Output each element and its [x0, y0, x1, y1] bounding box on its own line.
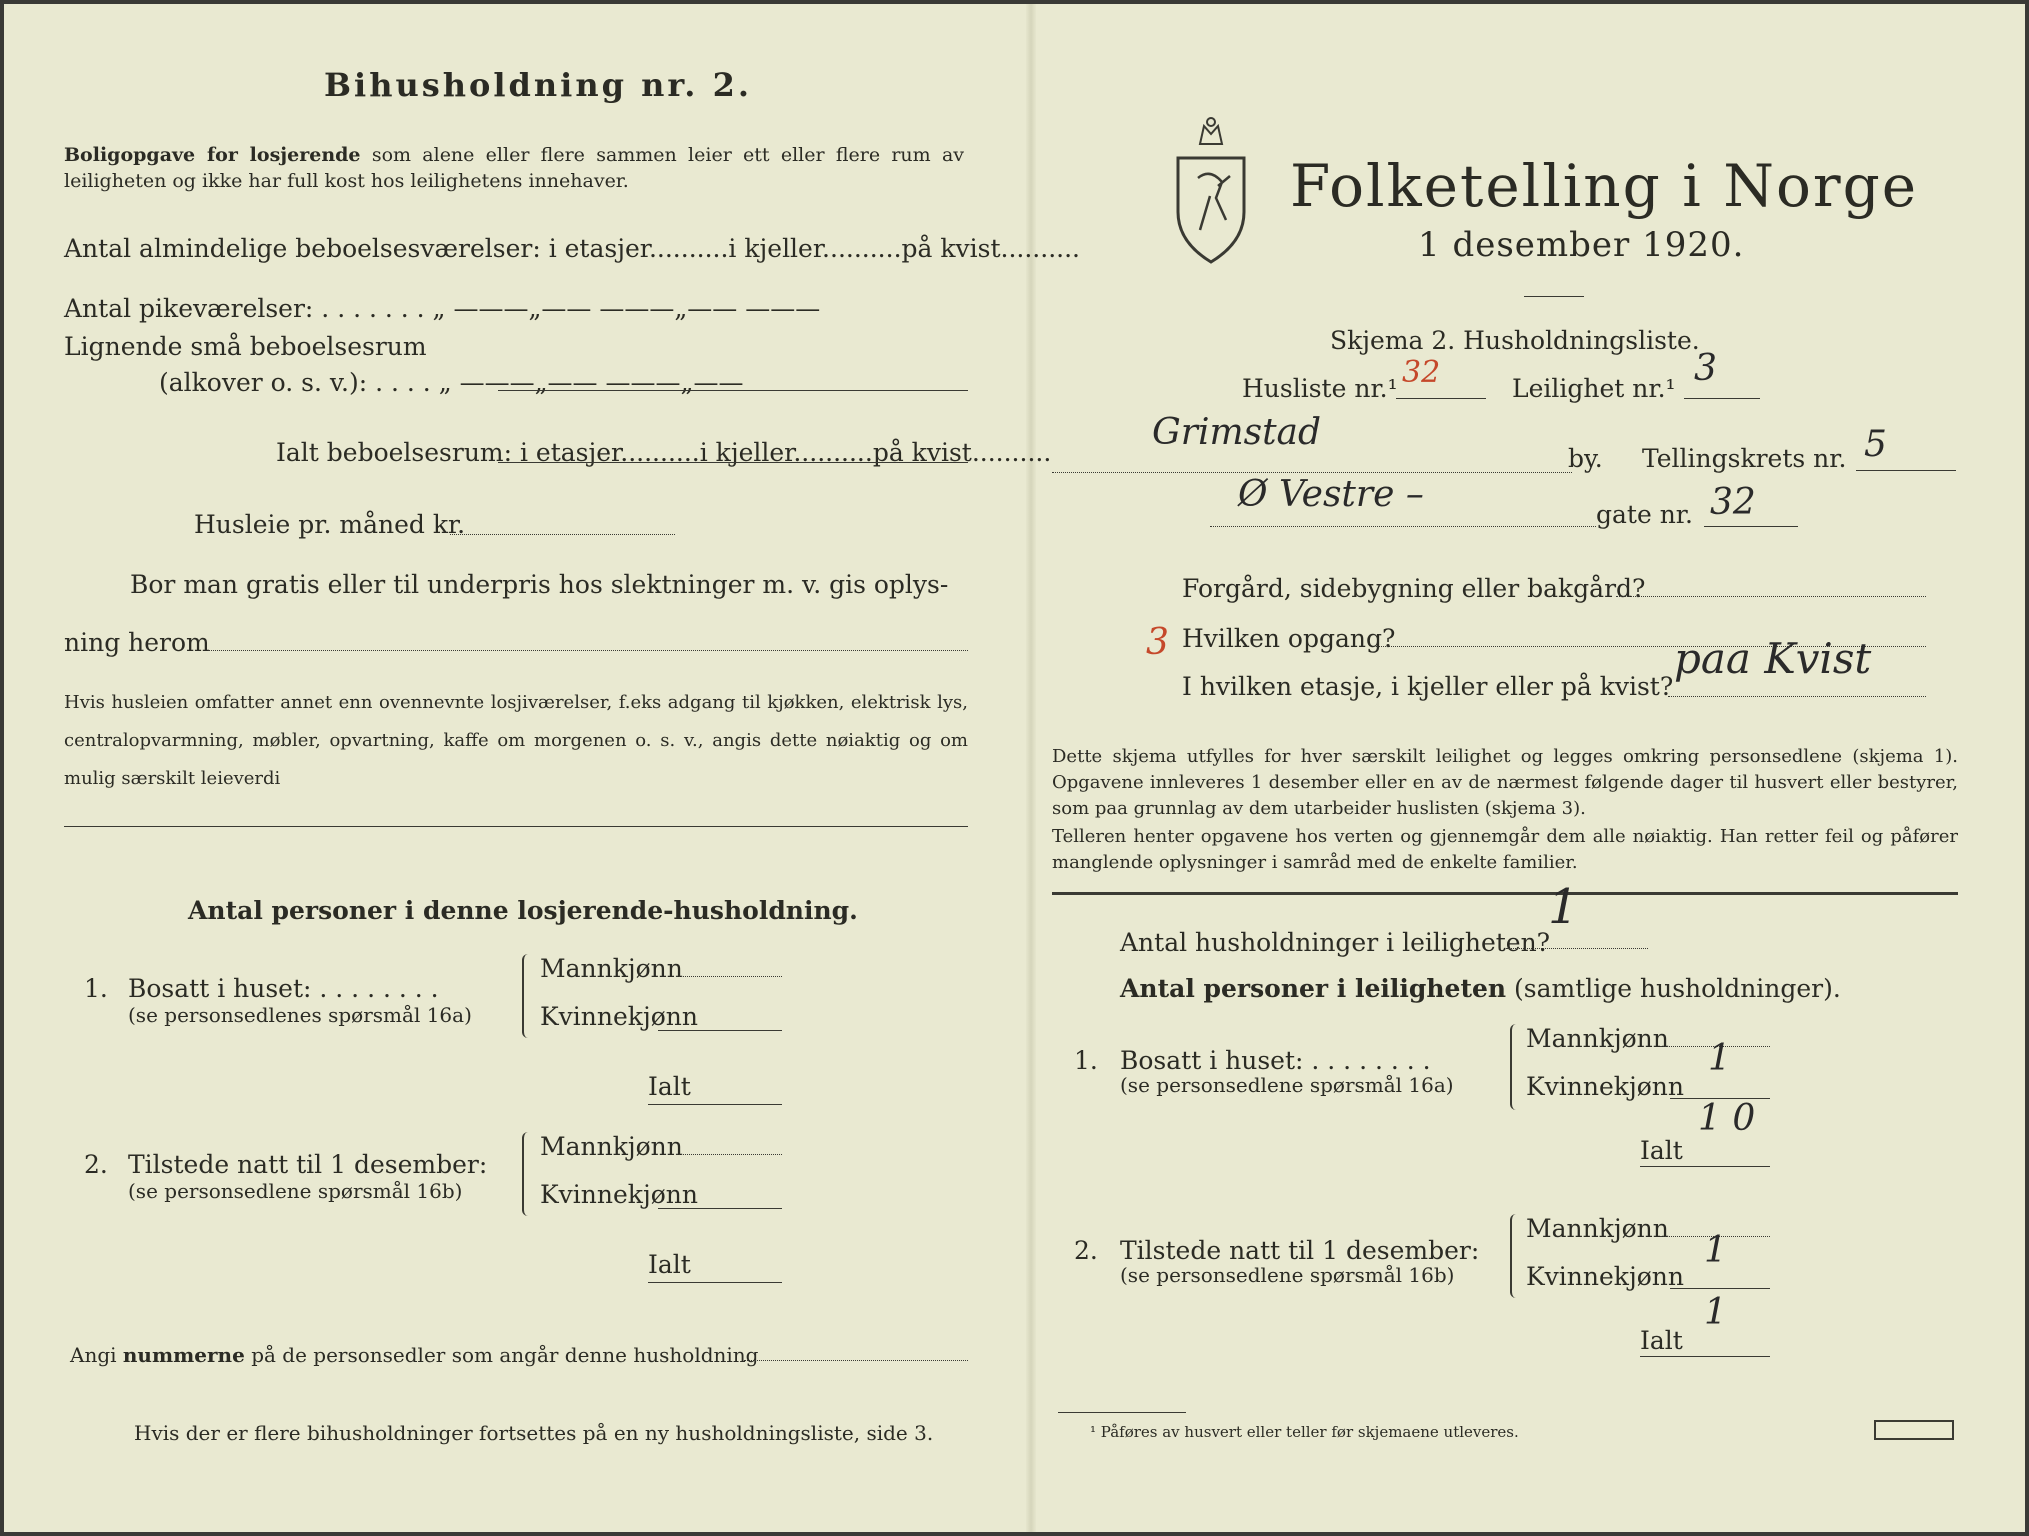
alcove-rooms-label: Lignende små beboelsesrum: [64, 332, 427, 361]
title-rule: [1524, 296, 1584, 297]
left-q2-male: Mannkjønn: [540, 1132, 683, 1161]
town-line: [1052, 472, 1572, 473]
right-present-num: 2.: [1074, 1236, 1098, 1265]
left-q1-brace: [522, 954, 532, 1038]
footnote-rule: [1058, 1412, 1186, 1413]
left-q1-total-line: [648, 1104, 782, 1105]
left-numbers-pre: Angi: [70, 1343, 117, 1367]
left-q1-male: Mannkjønn: [540, 954, 683, 983]
printer-stamp: [1874, 1420, 1954, 1440]
left-present-num: 2.: [84, 1150, 108, 1179]
right-q2-total-line: [1640, 1356, 1770, 1357]
house-list-label: Husliste nr.¹: [1242, 374, 1398, 403]
right-q2-female-value: 1: [1704, 1230, 1727, 1271]
alcove-rooms-label-2: (alkover o. s. v.): . . . . „ ———„—— ———„——: [159, 368, 744, 397]
left-present-label: Tilstede natt til 1 desember:: [128, 1150, 488, 1179]
right-present-label: Tilstede natt til 1 desember:: [1120, 1236, 1480, 1265]
street-number-line: [1704, 526, 1798, 527]
right-q1-brace: [1510, 1024, 1520, 1110]
right-q1-female-value: 1: [1708, 1038, 1731, 1079]
right-resident-num: 1.: [1074, 1046, 1098, 1075]
right-q1-total-line: [1640, 1166, 1770, 1167]
left-resident-num: 1.: [84, 974, 108, 1003]
rent-label: Husleie pr. måned kr.: [194, 510, 466, 539]
right-q1-total: Ialt: [1640, 1136, 1683, 1165]
margin-mark: 3: [1146, 622, 1169, 663]
instructions-rule: [1052, 892, 1958, 895]
street-label: gate nr.: [1596, 500, 1693, 529]
right-q1-total-value: 1 0: [1698, 1098, 1756, 1139]
left-present-sub: (se personsedlene spørsmål 16b): [128, 1179, 463, 1203]
left-numbers-bold: nummerne: [122, 1343, 245, 1367]
instructions-2: Telleren henter opgavene hos verten og gjennemgår dem alle nøiaktig. Han retter feil og påfører manglende oplysninger i samråd med de enkelte familier.: [1052, 826, 1958, 873]
left-resident-label: Bosatt i huset: . . . . . . . .: [128, 974, 439, 1003]
left-intro: [64, 142, 964, 194]
households-count-label: Antal husholdninger i leiligheten?: [1120, 928, 1551, 957]
left-q2-female: Kvinnekjønn: [540, 1180, 698, 1209]
left-numbers-label: [70, 1342, 758, 1368]
street-number-value: 32: [1710, 482, 1756, 523]
floor-value: paa Kvist: [1674, 634, 1872, 683]
right-page-title: Folketelling i Norge: [1290, 152, 1919, 220]
building-type-label: Forgård, sidebygning eller bakgård?: [1182, 574, 1646, 603]
instructions-1: Dette skjema utfylles for hver særskilt leilighet og legges omkring personsedlene (skjema 1). Opgavene innleveres 1 desember eller en av de nærmest følgende dager til husvert eller bestyrer, som paa grunnlag av dem utarbeider huslisten (skjema 3).: [1052, 746, 1958, 819]
floor-label: I hvilken etasje, i kjeller eller på kvist?: [1182, 672, 1674, 701]
maid-rooms-label: Antal pikeværelser: . . . . . . . „ ———„—— ———„—— ———: [64, 294, 821, 323]
apartment-line: [1684, 398, 1760, 399]
left-q1-female-line: [658, 1030, 782, 1031]
town-label: by.: [1568, 444, 1603, 473]
left-resident-sub: (se personsedlenes spørsmål 16a): [128, 1003, 472, 1027]
rent-note: Hvis husleien omfatter annet enn ovennevnte losjiværelser, f.eks adgang til kjøkken, elektrisk lys, centralopvarmning, møbler, opvartning, kaffe om morgenen o. s. v., angis dette nøiaktig og om mulig særskilt leieverdi: [64, 692, 968, 789]
right-q1-female: Kvinnekjønn: [1526, 1072, 1684, 1101]
alcove-line: [498, 390, 968, 391]
right-resident-label: Bosatt i huset: . . . . . . . .: [1120, 1046, 1431, 1075]
rooms-common-label: Antal almindelige beboelsesværelser: i etasjer..........i kjeller..........på kvist..........: [64, 234, 1080, 263]
house-list-line: [1396, 398, 1486, 399]
schema-label: Skjema 2. Husholdningsliste.: [1330, 326, 1700, 355]
district-line: [1856, 470, 1956, 471]
left-intro-rest: som alene eller flere sammen leier ett eller flere rum av leiligheten og ikke har full kost hos leilighetens innehaver.: [64, 144, 965, 192]
census-date: 1 desember 1920.: [1418, 225, 1745, 265]
rent-line: [450, 534, 675, 535]
left-q1-male-line: [676, 976, 782, 977]
total-rooms-line: [498, 462, 968, 463]
left-q2-brace: [522, 1132, 532, 1216]
left-more-households: Hvis der er flere bihusholdninger fortsettes på en ny husholdningsliste, side 3.: [134, 1421, 934, 1445]
left-persons-heading: Antal personer i denne losjerende-husholdning.: [188, 896, 858, 925]
left-numbers-post: på de personsedler som angår denne husholdning: [251, 1343, 759, 1367]
rent-note-line: [64, 826, 968, 827]
left-intro-bold: Boligopgave for losjerende: [64, 144, 361, 166]
right-q2-total: Ialt: [1640, 1326, 1683, 1355]
left-q2-total: Ialt: [648, 1250, 691, 1279]
town-value: Grimstad: [1152, 412, 1322, 453]
households-count-line: [1506, 948, 1648, 949]
right-persons-heading-bold: Antal personer i leiligheten: [1120, 974, 1507, 1003]
total-rooms-label: Ialt beboelsesrum: i etasjer..........i kjeller..........på kvist..........: [276, 438, 1052, 467]
left-q2-male-line: [676, 1154, 782, 1155]
right-q2-total-value: 1: [1704, 1292, 1727, 1333]
right-present-sub: (se personsedlene spørsmål 16b): [1120, 1263, 1455, 1287]
district-value: 5: [1864, 424, 1887, 465]
free-rent-label-1: Bor man gratis eller til underpris hos slektninger m. v. gis oplys-: [130, 570, 949, 599]
norway-coat-of-arms-icon: [1170, 112, 1252, 264]
free-rent-label-2: ning herom: [64, 628, 210, 657]
right-persons-heading: [1120, 974, 1841, 1004]
right-q2-female: Kvinnekjønn: [1526, 1262, 1684, 1291]
apartment-value: 3: [1694, 348, 1717, 389]
left-q2-female-line: [658, 1208, 782, 1209]
left-q1-total: Ialt: [648, 1072, 691, 1101]
apartment-label: Leilighet nr.¹: [1512, 374, 1676, 403]
right-persons-heading-rest: (samtlige husholdninger).: [1514, 974, 1841, 1003]
left-page-title: Bihusholdning nr. 2.: [324, 66, 752, 104]
right-q1-male: Mannkjønn: [1526, 1024, 1669, 1053]
right-q2-female-line: [1670, 1288, 1770, 1289]
households-count-value: 1: [1548, 879, 1579, 935]
left-q2-total-line: [648, 1282, 782, 1283]
right-q2-brace: [1510, 1214, 1520, 1298]
floor-line: [1668, 696, 1926, 697]
right-q2-male: Mannkjønn: [1526, 1214, 1669, 1243]
street-line: [1210, 526, 1596, 527]
footnote: ¹ Påføres av husvert eller teller før skjemaene utleveres.: [1090, 1423, 1519, 1441]
free-rent-line: [208, 650, 968, 651]
district-label: Tellingskrets nr.: [1642, 444, 1847, 473]
left-numbers-line: [744, 1360, 968, 1361]
right-resident-sub: (se personsedlene spørsmål 16a): [1120, 1073, 1454, 1097]
house-list-value: 32: [1402, 355, 1441, 390]
left-q1-female: Kvinnekjønn: [540, 1002, 698, 1031]
street-value: Ø Vestre –: [1238, 474, 1424, 515]
census-form-sheet: [4, 4, 2025, 1532]
building-type-line: [1616, 596, 1926, 597]
entrance-label: Hvilken opgang?: [1182, 624, 1396, 653]
